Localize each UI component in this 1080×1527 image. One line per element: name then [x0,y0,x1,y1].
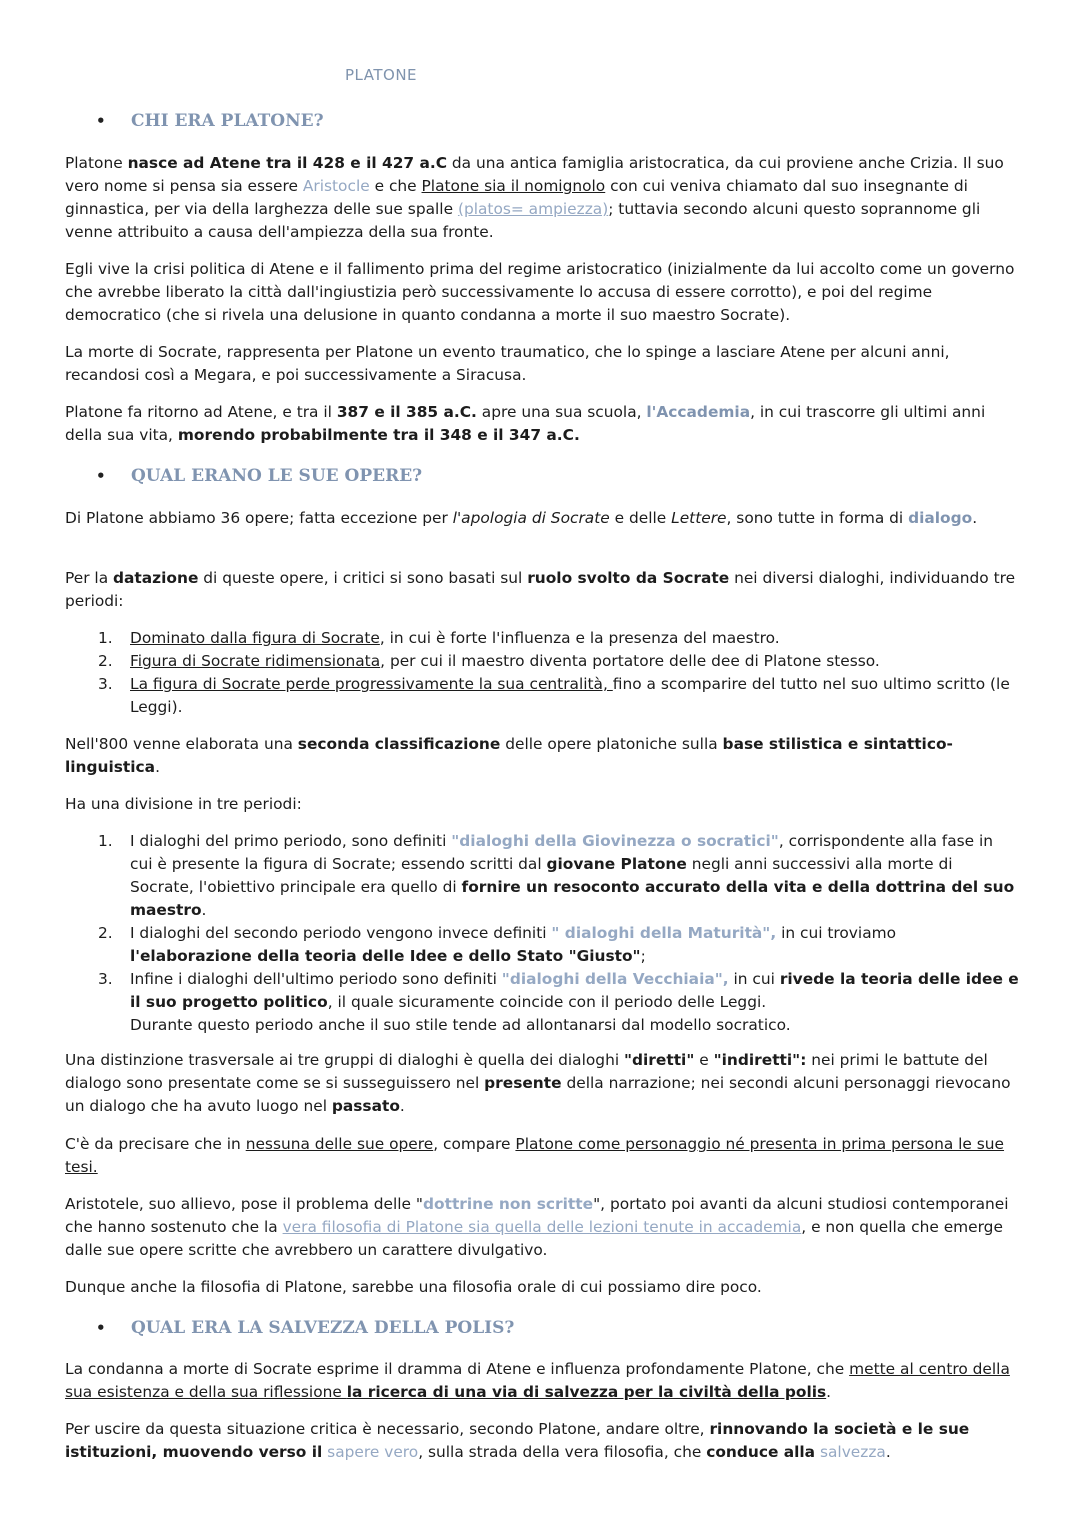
paragraph-platone-not-character: C'è da precisare che in nessuna delle sue opere, compare Platone come personaggio né presenta in prima persona le sue tesi. [65,1135,1005,1176]
bullet-icon: • [96,467,106,485]
paragraph-second-classification: Nell'800 venne elaborata una seconda classificazione delle opere platoniche sulla base stilistica e sintattico-linguistica. [65,735,953,776]
paragraph-death-of-socrates: La morte di Socrate, rappresenta per Platone un evento traumatico, che lo spinge a lasciare Atene per alcuni anni, recandosi così a Megara, e poi successivamente a Siracusa. [65,343,950,384]
bullet-icon: • [96,1319,106,1337]
paragraph-direct-indirect: Una distinzione trasversale ai tre gruppi di dialoghi è quella dei dialoghi "diretti" e "indiretti": nei primi le battute del dialogo sono presentate come se si susseguissero nel presente della narrazione; nei secondi alcuni personaggi rievocano un dialogo che ha avuto luogo nel passato. [65,1051,1011,1115]
section-heading-who [96,111,324,131]
paragraph-three-periods: Ha una divisione in tre periodi: [65,795,302,813]
paragraph-works-count: Di Platone abbiamo 36 opere; fatta eccezione per l'apologia di Socrate e delle Lettere, sono tutte in forma di dialogo. [65,509,978,527]
list-item: 3. Infine i dialoghi dell'ultimo periodo sono definiti "dialoghi della Vecchiaia", in cui rivede la teoria delle idee e il suo progetto politico, il quale sicuramente coincide con il periodo delle Leggi. Durante questo periodo anche il suo stile tende ad allontanarsi dal modello socratico. [98,970,1019,1034]
paragraph-birth: Platone nasce ad Atene tra il 428 e il 427 a.C da una antica famiglia aristocratica, da cui proviene anche Crizia. Il suo vero nome si pensa sia essere Aristocle e che Platone sia il nomignolo con cui veniva chiamato dal suo insegnante di ginnastica, per via della larghezza delle sue spalle (platos= ampiezza); tuttavia secondo alcuni questo soprannome gli venne attribuito a causa dell'ampiezza della sua fronte. [65,154,1004,241]
heading-text: QUAL ERANO LE SUE OPERE? [131,466,423,486]
paragraph-true-knowledge: Per uscire da questa situazione critica è necessario, secondo Platone, andare oltre, rinnovando la società e le sue istituzioni, muovendo verso il sapere vero, sulla strada della vera filosofia, che conduce alla salvezza. [65,1420,970,1461]
list-item: 1. I dialoghi del primo periodo, sono definiti "dialoghi della Giovinezza o socratici", corrispondente alla fase in cui è presente la figura di Socrate; essendo scritti dal giovane Platone negli anni successivi alla morte di Socrate, l'obiettivo principale era quello di fornire un resoconto accurato della vita e della dottrina del suo maestro. [98,832,1015,919]
paragraph-unwritten-doctrines: Aristotele, suo allievo, pose il problema delle "dottrine non scritte", portato poi avanti da alcuni studiosi contemporanei che hanno sostenuto che la vera filosofia di Platone sia quella delle lezioni tenute in accademia, e non quella che emerge dalle sue opere scritte che avrebbero un carattere divulgativo. [65,1195,1009,1259]
list-item: 2. I dialoghi del secondo periodo vengono invece definiti " dialoghi della Maturità", in cui troviamo l'elaborazione della teoria delle Idee e dello Stato "Giusto"; [98,924,897,965]
paragraph-academy: Platone fa ritorno ad Atene, e tra il 387 e il 385 a.C. apre una sua scuola, l'Accademia, in cui trascorre gli ultimi anni della sua vita, morendo probabilmente tra il 348 e il 347 a.C. [65,403,986,444]
paragraph-salvation-search: La condanna a morte di Socrate esprime il dramma di Atene e influenza profondamente Platone, che mette al centro della sua esistenza e della sua riflessione la ricerca di una via di salvezza per la civiltà della polis. [65,1360,1010,1401]
periods-list [65,627,1020,719]
list-item: 2. Figura di Socrate ridimensionata, per cui il maestro diventa portatore delle dee di Platone stesso. [98,652,880,670]
heading-text: CHI ERA PLATONE? [131,111,324,131]
paragraph-political-crisis: Egli vive la crisi politica di Atene e il fallimento prima del regime aristocratico (inizialmente da lui accolto come un governo che avrebbe liberato la città dall'ingiustizia però successivamente lo accusa di essere corrotto), e poi del regime democratico (che si rivela una delusione in quanto condanna a morte il suo maestro Socrate). [65,260,1015,324]
section-heading-polis [96,1318,514,1338]
paragraph-dating: Per la datazione di queste opere, i critici si sono basati sul ruolo svolto da Socrate nei diversi dialoghi, individuando tre periodi: [65,569,1016,610]
list-item: 1. Dominato dalla figura di Socrate, in cui è forte l'influenza e la presenza del maestro. [98,629,780,647]
bullet-icon: • [96,112,106,130]
section-heading-works [96,466,422,486]
document-title: PLATONE [345,66,418,84]
heading-text: QUAL ERA LA SALVEZZA DELLA POLIS? [131,1318,515,1338]
dialogues-list [65,830,1020,1037]
list-item: 3. La figura di Socrate perde progressivamente la sua centralità, fino a scomparire del tutto nel suo ultimo scritto (le Leggi). [98,675,1010,716]
paragraph-oral-philosophy: Dunque anche la filosofia di Platone, sarebbe una filosofia orale di cui possiamo dire poco. [65,1278,762,1296]
